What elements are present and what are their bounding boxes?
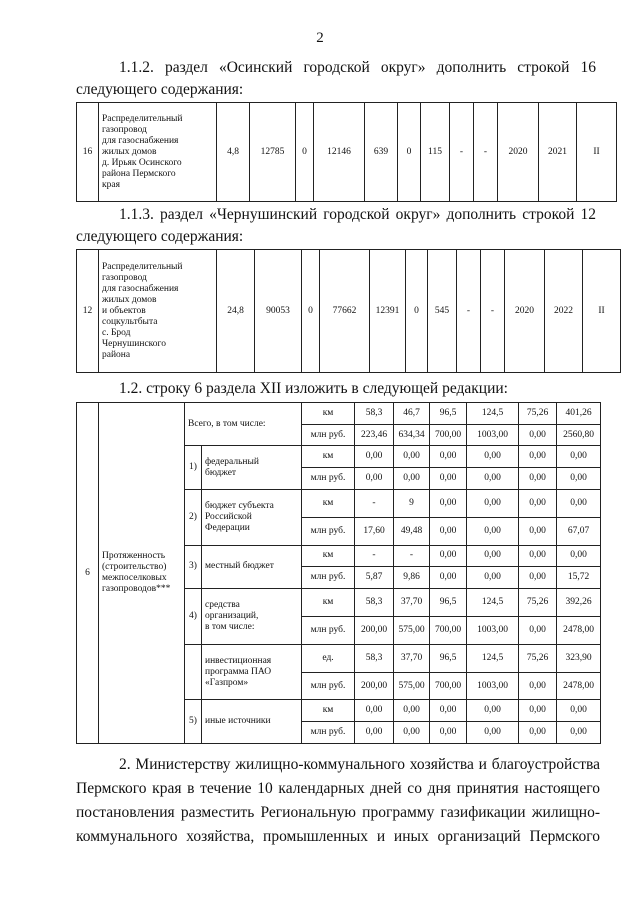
cell-value: 0 [398, 103, 421, 202]
group-number [185, 644, 202, 700]
section-2-line3: постановления разместить Региональную программу газификации жилищно- [76, 804, 600, 821]
unit: млн руб. [302, 616, 355, 644]
cell-value: 0,00 [430, 446, 467, 468]
row-number: 6 [77, 403, 99, 744]
unit: млн руб. [302, 468, 355, 490]
cell-value: 0,00 [467, 567, 519, 589]
cell-value: - [394, 545, 430, 567]
cell-value: 124,5 [467, 644, 519, 672]
cell-value: 700,00 [430, 672, 467, 700]
indicator-name: Протяженность (строительство) межпоселковых газопроводов*** [99, 403, 185, 744]
table-rayon-chernushka [76, 249, 621, 373]
cell-value: 0,00 [467, 489, 519, 517]
row-number: 12 [77, 250, 99, 373]
cell-value: 1003,00 [467, 616, 519, 644]
unit: км [302, 489, 355, 517]
unit: км [302, 700, 355, 722]
cell-value: 12391 [370, 250, 406, 373]
cell-value: 49,48 [394, 517, 430, 545]
cell-value: 0,00 [355, 722, 394, 744]
cell-value: 0 [302, 250, 320, 373]
section-1-2-line1: 1.2. строку 6 раздела XII изложить в следующей редакции: [119, 380, 508, 397]
cell-value: 58,3 [355, 644, 394, 672]
cell-value: 0,00 [557, 545, 601, 567]
cell-value: 124,5 [467, 403, 519, 425]
cell-value: - [355, 545, 394, 567]
cell-value: 223,46 [355, 424, 394, 446]
total-label: Всего, в том числе: [185, 403, 302, 446]
cell-value: 77662 [320, 250, 370, 373]
cell-end-year: 2021 [539, 103, 577, 202]
cell-value: 0,00 [519, 446, 557, 468]
cell-value: 200,00 [355, 616, 394, 644]
section-2-line4: коммунального хозяйства, промышленных и иных организаций Пермского [76, 828, 600, 845]
cell-value: 5,87 [355, 567, 394, 589]
cell-value: 58,3 [355, 403, 394, 425]
cell-value: 0,00 [467, 722, 519, 744]
group-number: 1) [185, 446, 202, 489]
group-label: средства организаций, в том числе: [202, 588, 302, 644]
section-1-1-2-line1: 1.1.2. раздел «Осинский городской округ» дополнить строкой 16 [119, 59, 596, 76]
cell-value: 0,00 [557, 722, 601, 744]
group-label: иные источники [202, 700, 302, 744]
cell-value: 0,00 [519, 545, 557, 567]
cell-value: 0,00 [430, 468, 467, 490]
cell-value: 401,26 [557, 403, 601, 425]
unit: км [302, 403, 355, 425]
cell-value: - [450, 103, 474, 202]
cell-value: 2478,00 [557, 672, 601, 700]
group-number: 5) [185, 700, 202, 744]
unit: млн руб. [302, 424, 355, 446]
cell-value: 0,00 [467, 517, 519, 545]
cell-value: 0,00 [430, 489, 467, 517]
group-number: 4) [185, 588, 202, 644]
cell-value: 0,00 [430, 700, 467, 722]
cell-value: 0,00 [394, 446, 430, 468]
cell-value: 0 [406, 250, 428, 373]
cell-value: 9,86 [394, 567, 430, 589]
object-name: Распределительный газопровод для газоснабжения жилых домов и объектов соцкультбыта с. Брод Чернушинского района [99, 250, 217, 373]
cell-value: 75,26 [519, 644, 557, 672]
cell-value: 124,5 [467, 588, 519, 616]
table-section-xii-row-6 [76, 402, 601, 744]
unit: млн руб. [302, 722, 355, 744]
unit: ед. [302, 644, 355, 672]
cell-value: 46,7 [394, 403, 430, 425]
cell-value: 0,00 [467, 700, 519, 722]
cell-value: 634,34 [394, 424, 430, 446]
unit: км [302, 588, 355, 616]
group-number: 2) [185, 489, 202, 545]
cell-value: 0,00 [519, 424, 557, 446]
section-2-line1: 2. Министерству жилищно-коммунального хозяйства и благоустройства [119, 756, 600, 773]
cell-value: 0,00 [557, 489, 601, 517]
unit: км [302, 446, 355, 468]
cell-value: 323,90 [557, 644, 601, 672]
cell-value: 0,00 [430, 567, 467, 589]
cell-value: 0,00 [394, 700, 430, 722]
cell-value: 96,5 [430, 588, 467, 616]
cell-value: 2478,00 [557, 616, 601, 644]
section-2-line2: Пермского края в течение 10 календарных дней со дня принятия настоящего [76, 780, 600, 797]
cell-value: 0,00 [557, 468, 601, 490]
cell-value: 0,00 [557, 700, 601, 722]
group-label: инвестиционная программа ПАО «Газпром» [202, 644, 302, 700]
cell-value: - [481, 250, 505, 373]
cell-value: 58,3 [355, 588, 394, 616]
unit: млн руб. [302, 517, 355, 545]
page-number: 2 [316, 30, 324, 46]
cell-value: 200,00 [355, 672, 394, 700]
cell-cost: 12785 [250, 103, 296, 202]
cell-value: 75,26 [519, 588, 557, 616]
cell-value: 96,5 [430, 644, 467, 672]
cell-length: 24,8 [217, 250, 255, 373]
cell-value: 0,00 [557, 446, 601, 468]
cell-value: 0,00 [430, 517, 467, 545]
object-name: Распределительный газопровод для газоснабжения жилых домов д. Ирьяк Осинского района Пермского края [99, 103, 217, 202]
cell-value: 67,07 [557, 517, 601, 545]
cell-value: 700,00 [430, 616, 467, 644]
cell-value: 15,72 [557, 567, 601, 589]
cell-length: 4,8 [217, 103, 250, 202]
cell-value: 392,26 [557, 588, 601, 616]
cell-value: 0,00 [519, 517, 557, 545]
section-1-1-3-line1: 1.1.3. раздел «Чернушинский городской округ» дополнить строкой 12 [119, 206, 596, 223]
cell-category: II [583, 250, 621, 373]
cell-value: 0,00 [394, 468, 430, 490]
cell-value: 0,00 [430, 722, 467, 744]
table-rayon-osa [76, 102, 617, 202]
section-1-1-2-line2: следующего содержания: [76, 81, 244, 98]
group-label: бюджет субъекта Российской Федерации [202, 489, 302, 545]
cell-category: II [577, 103, 617, 202]
cell-value: 639 [365, 103, 398, 202]
cell-start-year: 2020 [498, 103, 539, 202]
cell-value: 0,00 [519, 672, 557, 700]
cell-value: 700,00 [430, 424, 467, 446]
cell-value: 0,00 [355, 446, 394, 468]
cell-value: 37,70 [394, 588, 430, 616]
cell-value: 2560,80 [557, 424, 601, 446]
cell-value: 115 [421, 103, 450, 202]
unit: км [302, 545, 355, 567]
cell-value: 575,00 [394, 616, 430, 644]
cell-value: 0,00 [467, 468, 519, 490]
cell-value: 37,70 [394, 644, 430, 672]
cell-value: 96,5 [430, 403, 467, 425]
cell-value: - [355, 489, 394, 517]
cell-value: 0,00 [355, 468, 394, 490]
cell-value: 545 [428, 250, 457, 373]
unit: млн руб. [302, 567, 355, 589]
cell-value: 0,00 [430, 545, 467, 567]
cell-end-year: 2022 [545, 250, 583, 373]
cell-value: 0,00 [519, 468, 557, 490]
cell-value: 0,00 [519, 567, 557, 589]
cell-value: 9 [394, 489, 430, 517]
unit: млн руб. [302, 672, 355, 700]
group-label: федеральный бюджет [202, 446, 302, 489]
cell-value: 0,00 [467, 446, 519, 468]
group-label: местный бюджет [202, 545, 302, 588]
cell-value: 0 [296, 103, 314, 202]
cell-value: 0,00 [519, 722, 557, 744]
cell-value: 575,00 [394, 672, 430, 700]
cell-value: 0,00 [355, 700, 394, 722]
group-number: 3) [185, 545, 202, 588]
cell-value: - [474, 103, 498, 202]
row-number: 16 [77, 103, 99, 202]
cell-value: - [457, 250, 481, 373]
cell-cost: 90053 [255, 250, 302, 373]
cell-start-year: 2020 [505, 250, 545, 373]
cell-value: 1003,00 [467, 424, 519, 446]
cell-value: 12146 [314, 103, 365, 202]
cell-value: 17,60 [355, 517, 394, 545]
section-1-1-3-line2: следующего содержания: [76, 228, 244, 245]
cell-value: 1003,00 [467, 672, 519, 700]
cell-value: 0,00 [519, 489, 557, 517]
cell-value: 75,26 [519, 403, 557, 425]
cell-value: 0,00 [519, 700, 557, 722]
cell-value: 0,00 [519, 616, 557, 644]
cell-value: 0,00 [467, 545, 519, 567]
cell-value: 0,00 [394, 722, 430, 744]
